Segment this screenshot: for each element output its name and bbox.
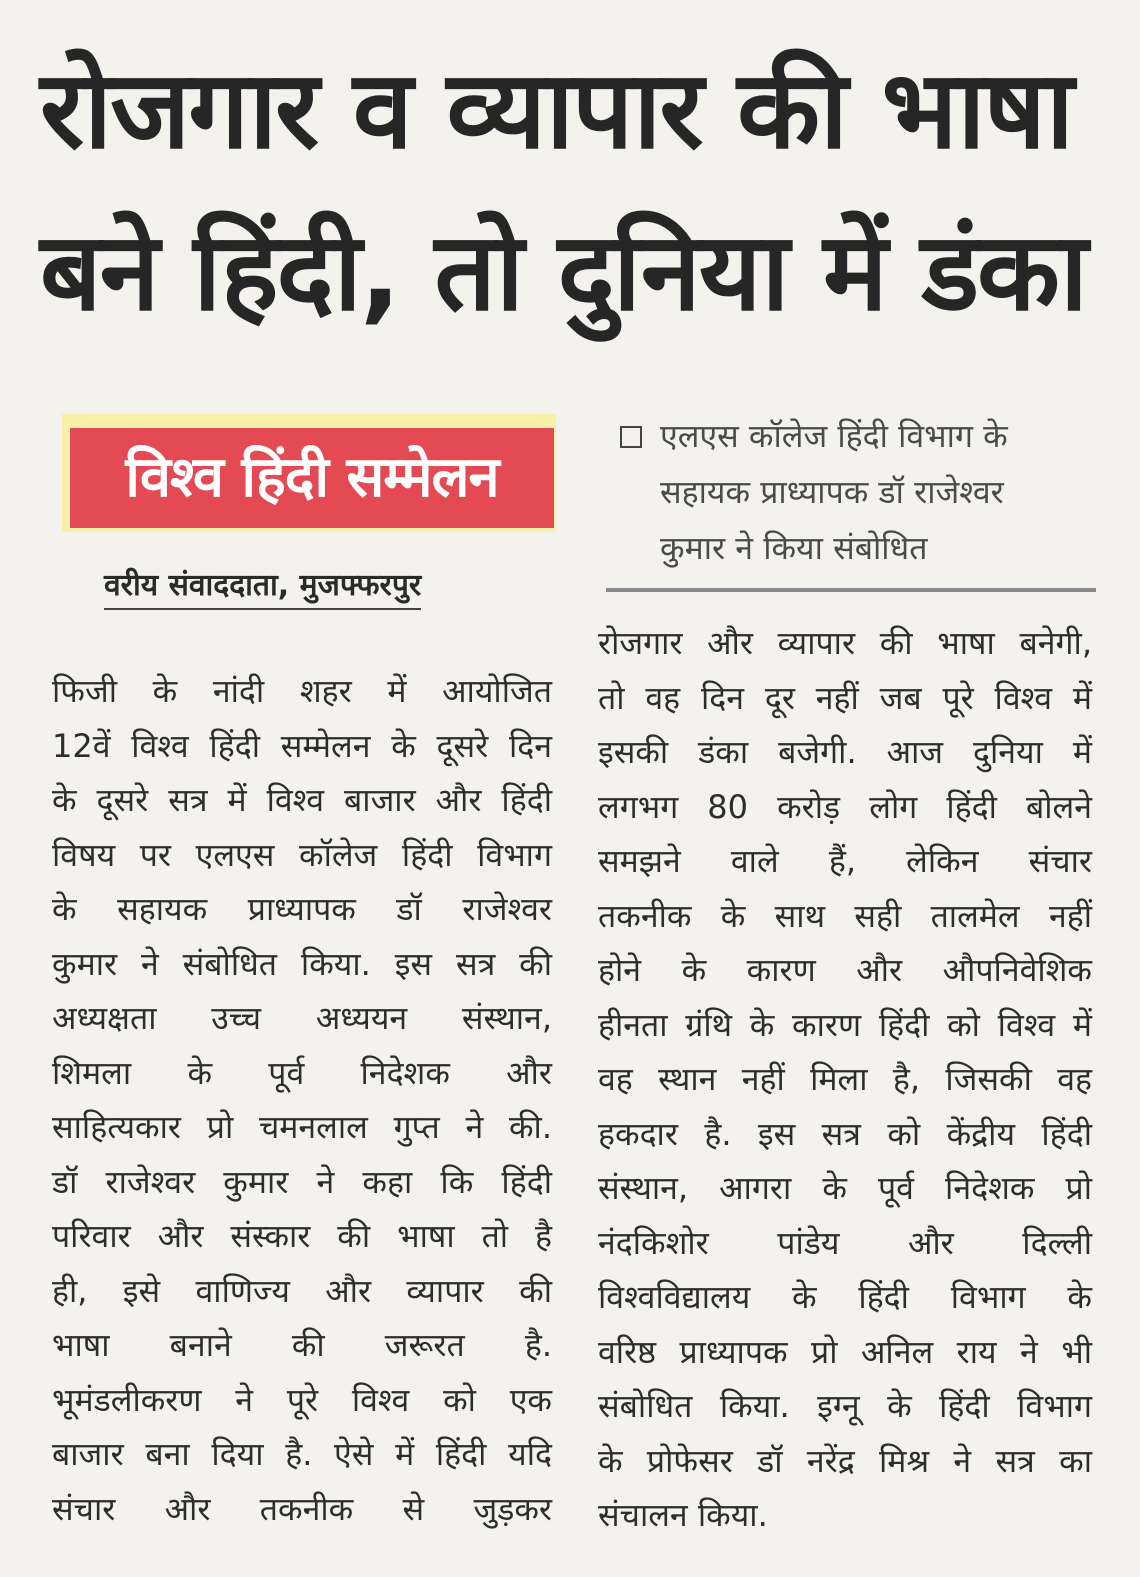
body-line: कुमार ने संबोधित किया. इस सत्र की — [52, 944, 552, 983]
body-line: डॉ राजेश्वर कुमार ने कहा कि हिंदी — [52, 1162, 552, 1201]
body-line: लगभग 80 करोड़ लोग हिंदी बोलने — [598, 787, 1092, 826]
body-line: ही, इसे वाणिज्य और व्यापार की — [52, 1271, 552, 1310]
body-line: नंदकिशोर पांडेय और दिल्ली — [598, 1223, 1092, 1262]
headline-line-1: रोजगार व व्यापार की भाषा — [40, 48, 1072, 173]
headline-line-2: बने हिंदी, तो दुनिया में डंका — [40, 210, 1086, 335]
square-bullet-icon — [620, 426, 642, 448]
body-line: के प्रोफेसर डॉ नरेंद्र मिश्र ने सत्र का — [598, 1441, 1092, 1480]
body-line: तो वह दिन दूर नहीं जब पूरे विश्व में — [598, 678, 1092, 717]
body-line: परिवार और संस्कार की भाषा तो है — [52, 1217, 552, 1255]
body-line: के दूसरे सत्र में विश्व बाजार और हिंदी — [52, 781, 552, 819]
summary-line: कुमार ने किया संबोधित — [660, 529, 928, 567]
column-divider-rule — [606, 588, 1096, 592]
body-left-column — [52, 664, 552, 1536]
section-badge: विश्व हिंदी सम्मेलन — [70, 428, 554, 528]
body-line: वह स्थान नहीं मिला है, जिसकी वह — [598, 1060, 1092, 1098]
body-line: के सहायक प्राध्यापक डॉ राजेश्वर — [52, 890, 552, 928]
body-line: संचालन किया. — [598, 1496, 768, 1534]
body-line: अध्यक्षता उच्च अध्ययन संस्थान, — [52, 999, 552, 1037]
body-line: हकदार है. इस सत्र को केंद्रीय हिंदी — [598, 1114, 1092, 1153]
body-line: 12वें विश्व हिंदी सम्मेलन के दूसरे दिन — [52, 726, 552, 765]
summary-line: सहायक प्राध्यापक डॉ राजेश्वर — [660, 473, 1004, 511]
body-line: साहित्यकार प्रो चमनलाल गुप्त ने की. — [52, 1108, 552, 1146]
body-line: भूमंडलीकरण ने पूरे विश्व को एक — [52, 1380, 552, 1419]
summary-line: एलएस कॉलेज हिंदी विभाग के — [660, 417, 1008, 455]
body-line: हीनता ग्रंथि के कारण हिंदी को विश्व में — [598, 1005, 1092, 1044]
body-line: इसकी डंका बजेगी. आज दुनिया में — [598, 733, 1092, 771]
body-line: भाषा बनाने की जरूरत है. — [52, 1326, 552, 1364]
body-line: तकनीक के साथ सही तालमेल नहीं — [598, 896, 1092, 935]
body-line: वरिष्ठ प्राध्यापक प्रो अनिल राय ने भी — [598, 1332, 1092, 1371]
body-line: समझने वाले हैं, लेकिन संचार — [598, 842, 1092, 880]
body-line: होने के कारण और औपनिवेशिक — [598, 951, 1092, 989]
body-line: संबोधित किया. इग्नू के हिंदी विभाग — [598, 1387, 1092, 1425]
body-line: बाजार बना दिया है. ऐसे में हिंदी यदि — [52, 1435, 552, 1473]
byline: वरीय संवाददाता, मुजफ्फरपुर — [104, 566, 421, 610]
body-right-column — [598, 616, 1092, 1543]
body-line: रोजगार और व्यापार की भाषा बनेगी, — [598, 624, 1092, 662]
body-line: फिजी के नांदी शहर में आयोजित — [52, 672, 552, 710]
body-line: संस्थान, आगरा के पूर्व निदेशक प्रो — [598, 1169, 1092, 1207]
body-line: शिमला के पूर्व निदेशक और — [52, 1053, 552, 1092]
body-line: विषय पर एलएस कॉलेज हिंदी विभाग — [52, 835, 552, 874]
body-line: विश्वविद्यालय के हिंदी विभाग के — [598, 1278, 1092, 1316]
body-line: संचार और तकनीक से जुड़कर — [52, 1489, 552, 1528]
